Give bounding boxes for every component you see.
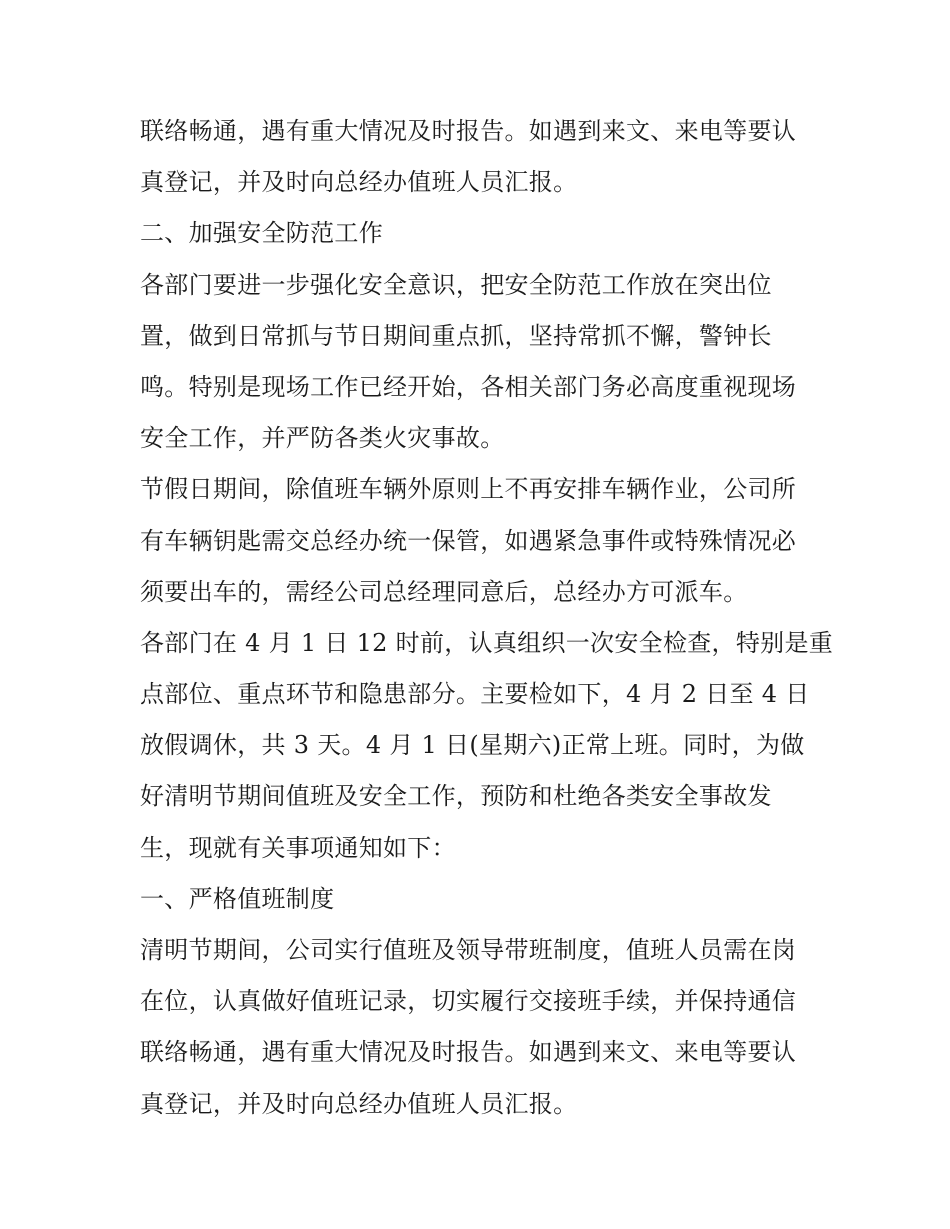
document-body bbox=[140, 106, 834, 1130]
section-heading: 二、加强安全防范工作 bbox=[140, 219, 383, 248]
text-line: 联络畅通，遇有重大情况及时报告。如遇到来文、来电等要认 bbox=[140, 1038, 797, 1067]
text-line: 真登记，并及时向总经办值班人员汇报。 bbox=[140, 1089, 578, 1118]
text-line: 生，现就有关事项通知如下： bbox=[140, 833, 456, 862]
text-line: 放假调休，共 3 天。4 月 1 日(星期六)正常上班。同时，为做 bbox=[140, 731, 805, 760]
text-line: 节假日期间，除值班车辆外原则上不再安排车辆作业，公司所 bbox=[140, 475, 797, 504]
text-line: 好清明节期间值班及安全工作，预防和杜绝各类安全事故发 bbox=[140, 782, 772, 811]
text-line: 安全工作，并严防各类火灾事故。 bbox=[140, 424, 505, 453]
text-line: 置，做到日常抓与节日期间重点抓，坚持常抓不懈，警钟长 bbox=[140, 321, 772, 350]
text-line: 在位，认真做好值班记录，切实履行交接班手续，并保持通信 bbox=[140, 987, 797, 1016]
text-line: 鸣。特别是现场工作已经开始，各相关部门务必高度重视现场 bbox=[140, 372, 797, 401]
text-line: 有车辆钥匙需交总经办统一保管，如遇紧急事件或特殊情况必 bbox=[140, 526, 797, 555]
text-line: 清明节期间，公司实行值班及领导带班制度，值班人员需在岗 bbox=[140, 936, 797, 964]
text-line: 真登记，并及时向总经办值班人员汇报。 bbox=[140, 168, 578, 197]
section-heading: 一、严格值班制度 bbox=[140, 884, 335, 913]
text-line: 须要出车的，需经公司总经理同意后，总经办方可派车。 bbox=[140, 577, 748, 606]
text-line: 联络畅通，遇有重大情况及时报告。如遇到来文、来电等要认 bbox=[140, 117, 797, 145]
text-line: 各部门要进一步强化安全意识，把安全防范工作放在突出位 bbox=[140, 270, 772, 299]
text-line: 点部位、重点环节和隐患部分。主要检如下，4 月 2 日至 4 日 bbox=[140, 680, 810, 709]
text-line: 各部门在 4 月 1 日 12 时前，认真组织一次安全检查，特别是重 bbox=[140, 628, 834, 657]
